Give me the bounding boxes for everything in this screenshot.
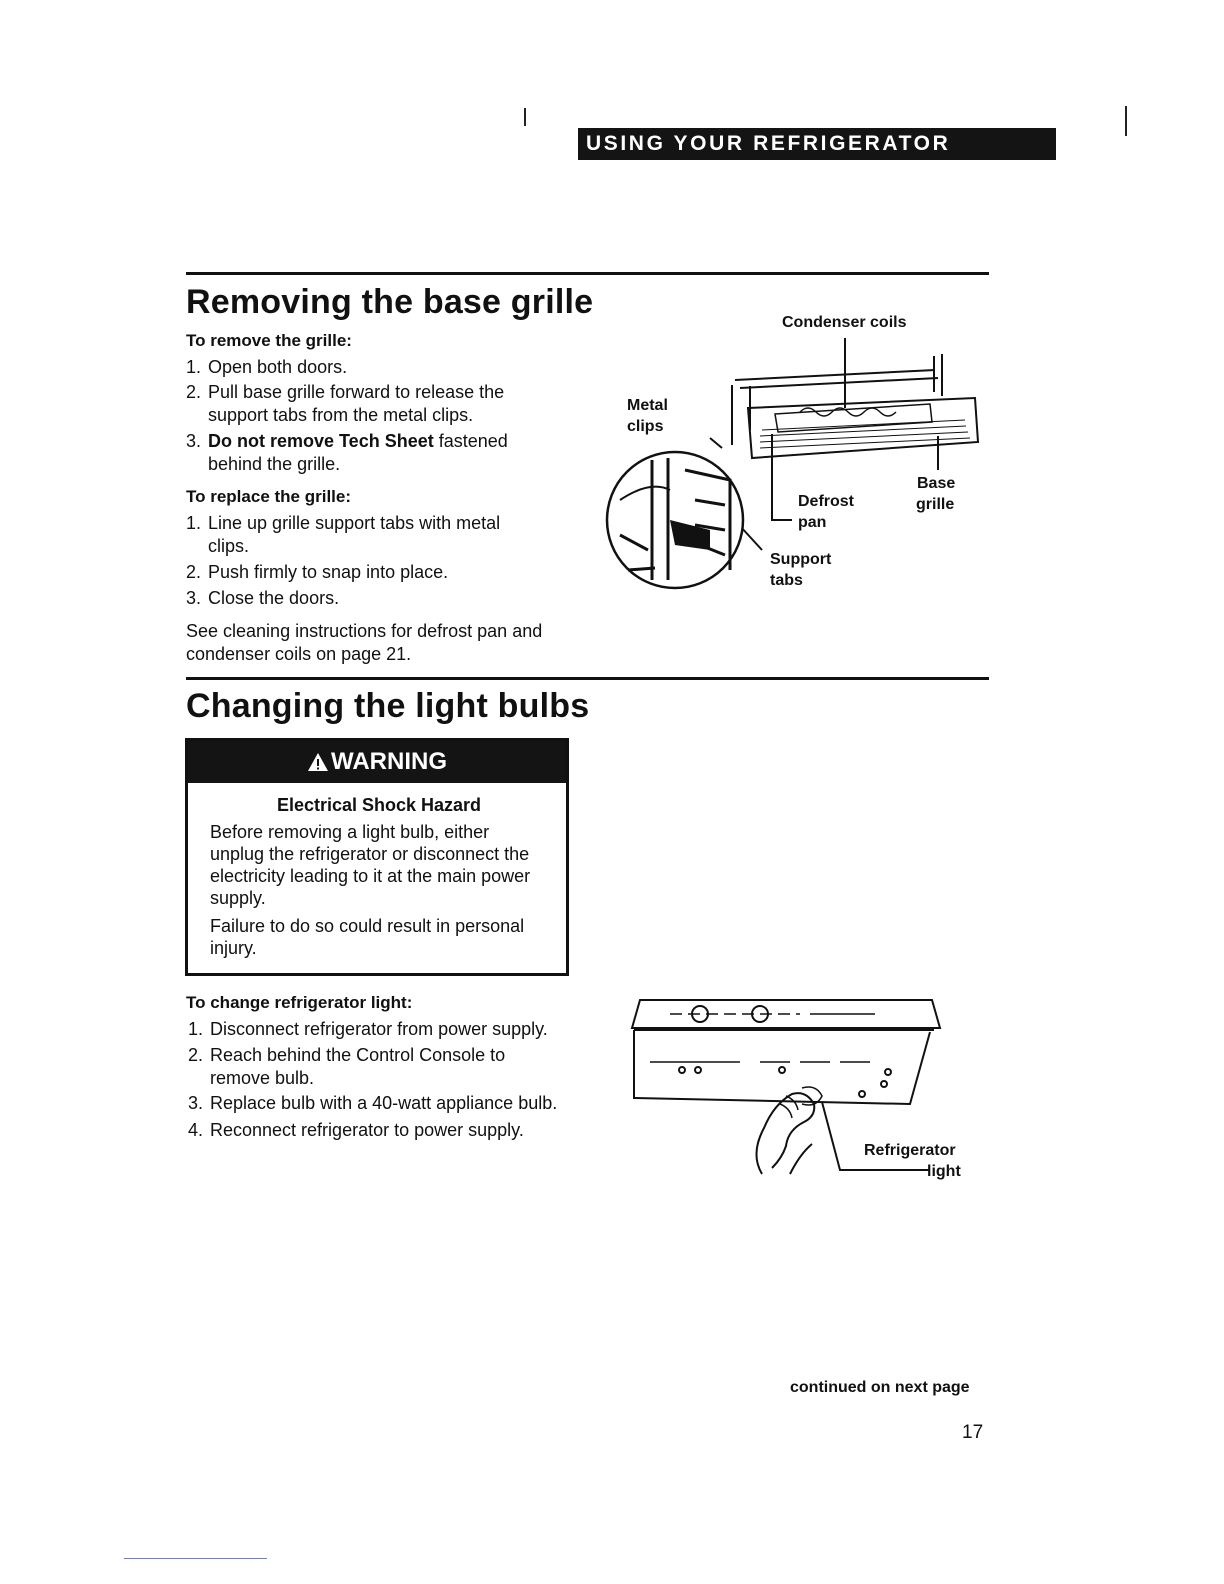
scan-mark xyxy=(524,108,526,126)
warning-title: Electrical Shock Hazard xyxy=(276,795,482,815)
label-refrigerator: Refrigerator xyxy=(864,1142,956,1159)
list-item: 1. Open both doors. xyxy=(186,357,348,377)
list-item: 2. Reach behind the Control Console to remove bulb. xyxy=(188,1045,506,1088)
warning-box xyxy=(185,738,569,976)
label-base: Base xyxy=(917,475,956,492)
section-rule xyxy=(186,677,989,680)
change-light-heading: To change refrigerator light: xyxy=(186,993,413,1012)
section-title-grille: Removing the base grille xyxy=(186,283,594,321)
label-defrost: Defrost xyxy=(798,493,855,510)
list-item: 1. Line up grille support tabs with metal clips. xyxy=(186,513,501,556)
page-number: 17 xyxy=(962,1422,984,1443)
section-banner: USING YOUR REFRIGERATOR xyxy=(578,128,1056,160)
list-item: 2. Pull base grille forward to release the support tabs from the metal clips. xyxy=(186,382,505,425)
control-console-illustration xyxy=(630,992,950,1192)
list-item: 3. Close the doors. xyxy=(186,588,340,608)
list-item: 1. Disconnect refrigerator from power supply. xyxy=(188,1019,548,1039)
warning-text: Failure to do so could result in personal injury. xyxy=(210,916,525,958)
list-item: 2. Push firmly to snap into place. xyxy=(186,562,449,582)
label-metal: Metal xyxy=(627,397,668,414)
label-grille: grille xyxy=(916,496,955,513)
warning-label: WARNING xyxy=(331,748,447,775)
label-support: Support xyxy=(770,551,832,568)
label-pan: pan xyxy=(798,514,827,531)
scan-mark xyxy=(1125,106,1127,136)
warning-emphasis: Do not remove Tech Sheet xyxy=(208,431,434,451)
bottom-rule xyxy=(124,1558,267,1559)
list-item: 3. Replace bulb with a 40-watt appliance bulb. xyxy=(188,1093,558,1113)
section-rule xyxy=(186,272,989,275)
warning-triangle-icon xyxy=(307,752,329,772)
cleaning-note: See cleaning instructions for defrost pan and condenser coils on page 21. xyxy=(186,621,543,664)
warning-header xyxy=(188,741,566,783)
label-clips: clips xyxy=(627,418,664,435)
label-light: light xyxy=(927,1163,961,1180)
list-item: 3. Do not remove Tech Sheet fastened behind the grille. xyxy=(186,431,508,474)
remove-heading: To remove the grille: xyxy=(186,331,352,350)
label-tabs: tabs xyxy=(770,572,803,589)
list-item: 4. Reconnect refrigerator to power supply. xyxy=(188,1120,524,1140)
replace-heading: To replace the grille: xyxy=(186,487,352,506)
warning-text: Before removing a light bulb, either unplug the refrigerator or disconnect the electricity leading to it at the main power supply. xyxy=(210,822,531,908)
label-condenser-coils: Condenser coils xyxy=(782,314,907,331)
section-title-bulbs: Changing the light bulbs xyxy=(186,687,590,725)
continued-note: continued on next page xyxy=(790,1379,970,1396)
